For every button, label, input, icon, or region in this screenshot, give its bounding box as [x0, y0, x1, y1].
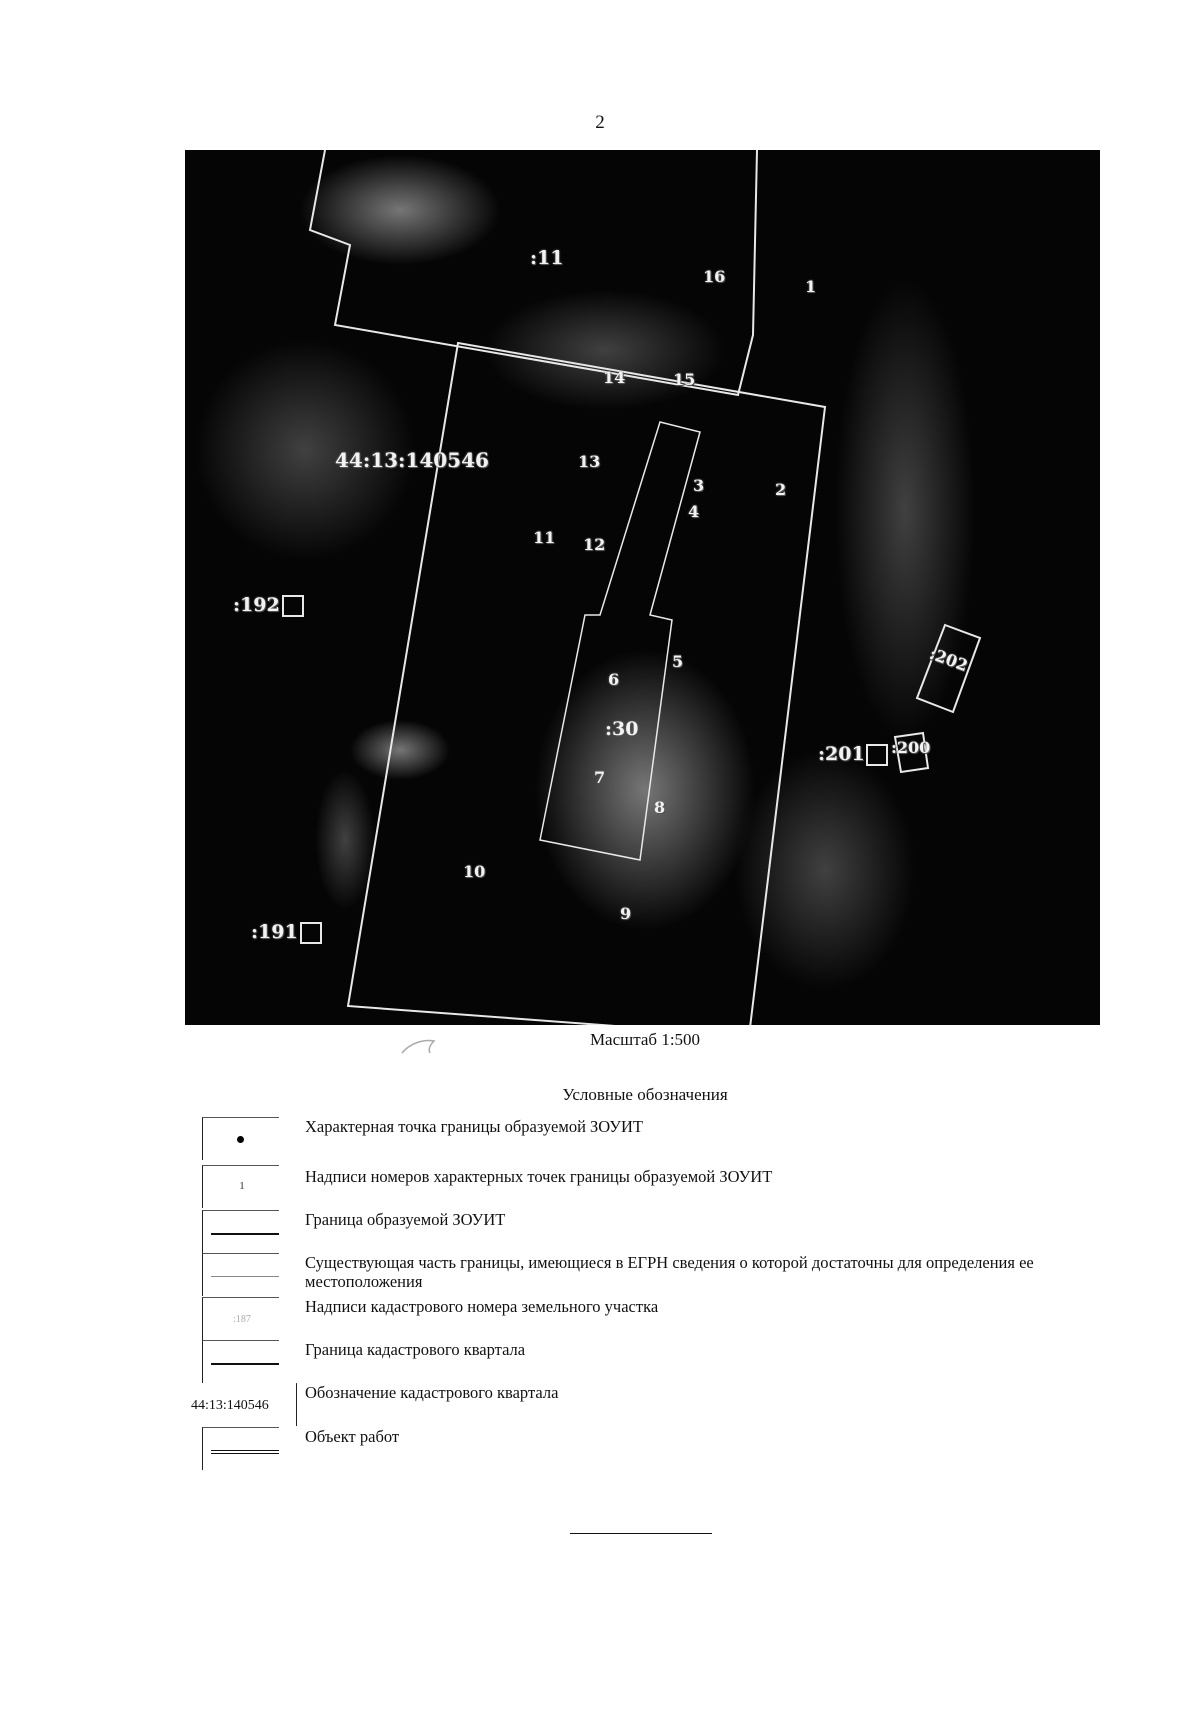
point-label-5: 5 — [672, 652, 684, 671]
legend-text: Надписи номеров характерных точек границы образуемой ЗОУИТ — [305, 1167, 773, 1186]
imagery-blur — [300, 155, 500, 265]
legend-text: Надписи кадастрового номера земельного участка — [305, 1297, 659, 1316]
bottom-rule — [570, 1533, 712, 1534]
parcel-label-30: :30 — [605, 718, 639, 740]
point-label-4: 4 — [688, 502, 700, 521]
parcel-label-11: :11 — [530, 247, 564, 269]
imagery-blur — [350, 720, 450, 780]
legend-item — [200, 1297, 1100, 1337]
scale-text: Масштаб 1:500 — [589, 1030, 701, 1049]
page-number: 2 — [595, 112, 605, 133]
legend-text: Обозначение кадастрового квартала — [305, 1383, 559, 1402]
parcel-label-191: :191 — [251, 921, 298, 943]
legend-symbol — [202, 1427, 279, 1470]
imagery-blur — [535, 650, 755, 930]
dot-icon — [237, 1136, 244, 1143]
point-number-sample: 1 — [239, 1180, 245, 1192]
legend-symbol — [202, 1340, 279, 1383]
legend-symbol — [202, 1165, 279, 1208]
cadastral-map — [185, 150, 1100, 1025]
imagery-blur — [735, 750, 915, 990]
parcel-201-box — [866, 744, 888, 766]
legend-item — [200, 1340, 1100, 1380]
point-label-15: 15 — [673, 370, 696, 389]
parcel-192-box — [282, 595, 304, 617]
map-graphics — [185, 150, 1100, 1025]
legend-symbol — [202, 1253, 279, 1296]
legend-symbol — [202, 1210, 279, 1253]
legend-symbol — [202, 1117, 279, 1160]
quarter-label: 44:13:140546 — [335, 448, 489, 472]
point-label-11: 11 — [533, 528, 556, 547]
legend-text: Объект работ — [305, 1427, 400, 1446]
legend-item — [200, 1427, 1100, 1467]
point-label-6: 6 — [608, 670, 620, 689]
existing-boundary-line-icon — [211, 1276, 279, 1277]
legend-text: Граница кадастрового квартала — [305, 1340, 526, 1359]
legend-item — [200, 1165, 1100, 1205]
point-label-12: 12 — [583, 535, 606, 554]
point-label-10: 10 — [463, 862, 486, 881]
imagery-blur — [315, 770, 375, 910]
parcel-label-202: :202 — [926, 643, 971, 676]
quarter-sample: 44:13:140546 — [191, 1398, 269, 1413]
point-label-2: 2 — [775, 480, 787, 499]
legend-title: Условные обозначения — [562, 1085, 728, 1104]
zouit-line-icon — [211, 1233, 279, 1235]
legend-text: Граница образуемой ЗОУИТ — [305, 1210, 506, 1229]
cadastral-number-sample: :187 — [233, 1314, 251, 1325]
point-label-3: 3 — [693, 476, 705, 495]
legend-item — [200, 1117, 1100, 1157]
point-label-8: 8 — [654, 798, 666, 817]
point-label-13: 13 — [578, 452, 601, 471]
legend-item — [191, 1383, 1100, 1423]
point-label-1: 1 — [805, 277, 817, 296]
parcel-label-201: :201 — [818, 743, 865, 765]
parcel-191-box — [300, 922, 322, 944]
legend-symbol — [191, 1383, 297, 1426]
legend-text: Характерная точка границы образуемой ЗОУИТ — [305, 1117, 643, 1136]
parcel-label-200: :200 — [891, 738, 931, 757]
legend-symbol — [202, 1297, 279, 1340]
quarter-boundary-line-icon — [211, 1363, 279, 1365]
work-object-line-icon — [211, 1450, 279, 1454]
parcel-label-192: :192 — [233, 594, 280, 616]
point-label-7: 7 — [594, 768, 606, 787]
point-label-14: 14 — [603, 368, 626, 387]
handwritten-mark — [400, 1035, 440, 1057]
point-label-16: 16 — [703, 267, 726, 286]
legend-item — [200, 1210, 1100, 1250]
legend-item — [200, 1253, 1100, 1293]
point-label-9: 9 — [620, 904, 632, 923]
legend-text: Существующая часть границы, имеющиеся в ЕГРН сведения о которой достаточны для определения ее местоположения — [305, 1253, 1034, 1291]
imagery-blur — [485, 290, 725, 410]
